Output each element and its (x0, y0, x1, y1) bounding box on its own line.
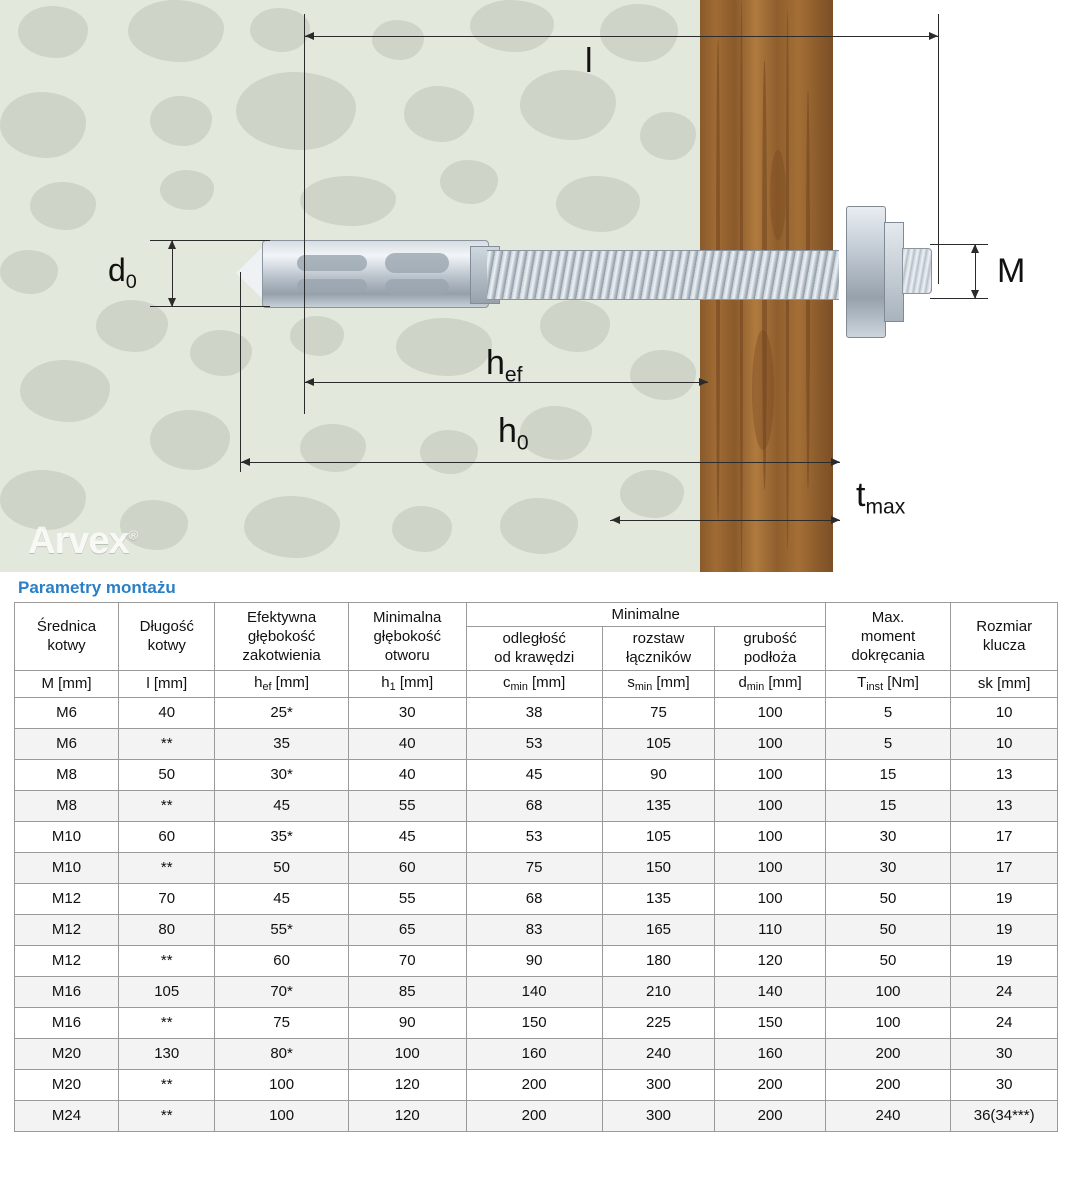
dim-l-arrow-left (305, 32, 314, 40)
unit-edge-distance-base: c (502, 673, 511, 691)
table-cell: 100 (715, 790, 825, 821)
unit-spacing (602, 670, 715, 697)
label-drill-diameter-base: d (108, 252, 126, 288)
table-cell: 68 (466, 790, 602, 821)
unit-spacing-rest: [mm] (652, 673, 690, 691)
th-min-hole-depth-line3: otworu (384, 646, 430, 664)
aggregate-stone (420, 430, 478, 474)
table-cell: 19 (951, 883, 1058, 914)
table-cell: 100 (715, 821, 825, 852)
table-cell: M10 (15, 852, 119, 883)
dim-M-arrow-up (971, 244, 979, 253)
table-row (15, 1100, 1058, 1131)
th-effective-depth-line3: zakotwienia (242, 646, 321, 664)
table-cell: 30 (951, 1069, 1058, 1100)
dim-d0-arrow-up (168, 240, 176, 249)
th-max-torque-line2: moment (860, 627, 916, 645)
th-edge-distance (466, 627, 602, 670)
dim-M-bottom-extension (930, 298, 988, 299)
aggregate-stone (250, 8, 310, 52)
table-cell: 30 (951, 1038, 1058, 1069)
unit-effective-depth-rest: [mm] (271, 673, 310, 691)
table-cell: 65 (348, 914, 466, 945)
table-cell: M12 (15, 914, 119, 945)
table-cell: 75 (602, 697, 715, 728)
th-spacing (602, 627, 715, 670)
unit-wrench (951, 670, 1058, 697)
table-cell: 13 (951, 790, 1058, 821)
table-cell: 24 (951, 1007, 1058, 1038)
table-cell: 75 (215, 1007, 348, 1038)
table-row (15, 1007, 1058, 1038)
threaded-shaft (487, 250, 839, 300)
dim-M-arrow-down (971, 290, 979, 299)
table-cell: 38 (466, 697, 602, 728)
table-cell: 10 (951, 697, 1058, 728)
table-cell: 50 (119, 759, 215, 790)
label-hole-depth-base: h (498, 412, 517, 450)
dim-hef-arrow-right (699, 378, 708, 386)
table-cell: 60 (348, 852, 466, 883)
table-cell: 85 (348, 976, 466, 1007)
aggregate-stone (556, 176, 640, 232)
table-cell: 35* (215, 821, 348, 852)
table-cell: 30 (825, 821, 951, 852)
unit-wrench-base: sk (977, 674, 993, 692)
table-row (15, 759, 1058, 790)
dim-h0-line (240, 462, 840, 463)
table-cell: 140 (715, 976, 825, 1007)
label-effective-depth-base: h (486, 344, 505, 382)
label-total-length (585, 42, 593, 81)
aggregate-stone (392, 506, 452, 552)
table-cell: 55 (348, 883, 466, 914)
th-minimal-group: Minimalne (466, 603, 825, 627)
bolt-end (902, 248, 932, 294)
table-cell: 160 (466, 1038, 602, 1069)
hex-nut (846, 206, 886, 338)
th-max-torque-line1: Max. (871, 608, 905, 626)
unit-spacing-base: s (627, 673, 635, 691)
table-cell: M8 (15, 790, 119, 821)
table-cell: 5 (825, 697, 951, 728)
table-cell: 75 (466, 852, 602, 883)
table-cell: 100 (715, 697, 825, 728)
dim-l-arrow-right (929, 32, 938, 40)
aggregate-stone (0, 250, 58, 294)
aggregate-stone (244, 496, 340, 558)
table-cell: 200 (466, 1069, 602, 1100)
table-cell: 135 (602, 883, 715, 914)
table-cell: 45 (466, 759, 602, 790)
unit-torque (825, 670, 951, 697)
th-effective-depth-line2: głębokość (247, 627, 316, 645)
th-max-torque-line3: dokręcania (851, 646, 925, 664)
table-cell: 70 (348, 945, 466, 976)
table-cell: M20 (15, 1069, 119, 1100)
table-cell: 30* (215, 759, 348, 790)
table-cell: 225 (602, 1007, 715, 1038)
th-spacing-line2: łączników (626, 649, 692, 667)
table-cell: 17 (951, 852, 1058, 883)
table-cell: 160 (715, 1038, 825, 1069)
aggregate-stone (520, 406, 592, 460)
table-cell: 300 (602, 1069, 715, 1100)
dim-h0-arrow-left (241, 458, 250, 466)
expansion-sleeve (262, 240, 489, 308)
dim-tmax-arrow-left (611, 516, 620, 524)
th-base-thickness-line2: podłoża (743, 649, 797, 667)
unit-edge-distance (466, 670, 602, 697)
unit-edge-distance-sub: min (510, 680, 528, 693)
table-cell: 130 (119, 1038, 215, 1069)
dim-tmax-arrow-right (831, 516, 840, 524)
unit-torque-sub: inst (866, 680, 884, 693)
label-thread-size (997, 252, 1025, 291)
table-cell: 100 (825, 1007, 951, 1038)
table-row (15, 790, 1058, 821)
table-cell: 55* (215, 914, 348, 945)
aggregate-stone (0, 92, 86, 158)
unit-torque-base: T (857, 673, 867, 691)
table-cell: 90 (348, 1007, 466, 1038)
unit-effective-depth (215, 670, 348, 697)
table-cell: 60 (119, 821, 215, 852)
label-hole-depth (498, 412, 529, 455)
dim-l-line (304, 36, 938, 37)
th-spacing-line1: rozstaw (632, 630, 685, 648)
th-anchor-diameter-line1: Średnica (36, 618, 97, 636)
table-cell: 200 (825, 1038, 951, 1069)
label-drill-diameter-sub: 0 (125, 270, 137, 293)
table-cell: 100 (215, 1069, 348, 1100)
table-cell: 105 (119, 976, 215, 1007)
aggregate-stone (236, 72, 356, 150)
dim-M-top-extension (930, 244, 988, 245)
label-total-length-text: l (585, 42, 593, 80)
table-header-row-1 (15, 603, 1058, 627)
dim-d0-arrow-down (168, 298, 176, 307)
unit-spacing-sub: min (634, 680, 653, 693)
table-cell: 135 (602, 790, 715, 821)
table-row (15, 976, 1058, 1007)
table-cell: 105 (602, 821, 715, 852)
th-anchor-diameter (15, 603, 119, 671)
table-cell: 200 (466, 1100, 602, 1131)
th-anchor-length-line1: Długość (139, 618, 194, 636)
table-cell: ** (119, 945, 215, 976)
table-cell: 50 (825, 945, 951, 976)
aggregate-stone (640, 112, 696, 160)
aggregate-stone (150, 96, 212, 146)
table-cell: 150 (715, 1007, 825, 1038)
aggregate-stone (630, 350, 696, 400)
th-anchor-length (119, 603, 215, 671)
aggregate-stone (190, 330, 252, 376)
th-wrench-size-line2: klucza (982, 637, 1026, 655)
aggregate-stone (150, 410, 230, 470)
dim-h0-arrow-right (831, 458, 840, 466)
table-cell: 83 (466, 914, 602, 945)
table-cell: 120 (348, 1100, 466, 1131)
aggregate-stone (404, 86, 474, 142)
aggregate-stone (300, 424, 366, 472)
unit-anchor-length-base: l (146, 674, 150, 692)
table-cell: 90 (602, 759, 715, 790)
table-cell: 53 (466, 821, 602, 852)
th-effective-depth (215, 603, 348, 671)
aggregate-stone (620, 470, 684, 518)
table-cell: 150 (602, 852, 715, 883)
label-hole-depth-sub: 0 (516, 431, 529, 455)
table-cell: 45 (348, 821, 466, 852)
table-cell: ** (119, 728, 215, 759)
unit-anchor-diameter-base: M (41, 674, 55, 692)
table-head (15, 603, 1058, 698)
th-max-torque (825, 603, 951, 671)
table-cell: 150 (466, 1007, 602, 1038)
unit-base-thickness-rest: [mm] (764, 673, 802, 691)
table-body (15, 697, 1058, 1131)
aggregate-stone (20, 360, 110, 422)
table-cell: 50 (825, 914, 951, 945)
th-min-hole-depth-line2: głębokość (373, 627, 441, 645)
table-cell: 53 (466, 728, 602, 759)
aggregate-stone (396, 318, 492, 376)
table-row (15, 697, 1058, 728)
table-cell: 140 (466, 976, 602, 1007)
unit-wrench-rest: [mm] (992, 674, 1031, 692)
watermark-text: Arvex (28, 520, 129, 562)
table-cell: ** (119, 1007, 215, 1038)
label-drill-diameter (108, 252, 137, 294)
table-cell: 35 (215, 728, 348, 759)
table-cell: 100 (215, 1100, 348, 1131)
table-cell: 120 (715, 945, 825, 976)
table-cell: 15 (825, 790, 951, 821)
th-base-thickness (715, 627, 825, 670)
aggregate-stone (440, 160, 498, 204)
table-cell: 240 (825, 1100, 951, 1131)
table-cell: 15 (825, 759, 951, 790)
table-row (15, 945, 1058, 976)
table-cell: 80 (119, 914, 215, 945)
table-cell: 200 (715, 1069, 825, 1100)
table-cell: 100 (348, 1038, 466, 1069)
unit-anchor-diameter-rest: [mm] (54, 674, 92, 692)
table-cell: 200 (715, 1100, 825, 1131)
table-cell: 30 (348, 697, 466, 728)
table-cell: M8 (15, 759, 119, 790)
dim-l-extension-left (304, 14, 305, 414)
aggregate-stone (500, 498, 578, 554)
th-wrench-size-line1: Rozmiar (976, 618, 1033, 636)
table-cell: 24 (951, 976, 1058, 1007)
table-cell: 300 (602, 1100, 715, 1131)
dim-d0-line (172, 240, 173, 306)
th-min-hole-depth-line1: Minimalna (373, 608, 442, 626)
th-base-thickness-line1: grubość (743, 630, 797, 648)
label-effective-depth (486, 344, 523, 387)
table-cell: 180 (602, 945, 715, 976)
table-cell: 40 (348, 728, 466, 759)
table-cell: 240 (602, 1038, 715, 1069)
table-cell: 30 (825, 852, 951, 883)
aggregate-stone (18, 6, 88, 58)
aggregate-stone (300, 176, 396, 226)
table-cell: M6 (15, 697, 119, 728)
watermark-mark: ® (128, 527, 138, 543)
label-max-thickness-base: t (856, 476, 866, 514)
label-max-thickness (856, 476, 905, 519)
table-cell: 70* (215, 976, 348, 1007)
th-edge-distance-line1: odległość (502, 630, 566, 648)
table-row (15, 821, 1058, 852)
table-cell: M16 (15, 1007, 119, 1038)
aggregate-stone (470, 0, 554, 52)
table-cell: 100 (825, 976, 951, 1007)
aggregate-stone (540, 300, 610, 352)
table-cell: 60 (215, 945, 348, 976)
table-cell: 10 (951, 728, 1058, 759)
table-cell: 80* (215, 1038, 348, 1069)
table-title: Parametry montażu (18, 578, 176, 597)
unit-hole-depth (348, 670, 466, 697)
table-row (15, 728, 1058, 759)
dim-hef-arrow-left (305, 378, 314, 386)
table-row (15, 1038, 1058, 1069)
table-cell: M12 (15, 883, 119, 914)
table-cell: 36(34***) (951, 1100, 1058, 1131)
washer (884, 222, 904, 322)
label-thread-size-text: M (997, 252, 1026, 290)
dim-tmax-line (610, 520, 840, 521)
aggregate-stone (600, 4, 678, 62)
unit-hole-depth-rest: [mm] (395, 673, 434, 691)
table-cell: 19 (951, 945, 1058, 976)
th-edge-distance-line2: od krawędzi (494, 649, 575, 667)
anchor-installation-diagram (0, 0, 1073, 572)
table-cell: 40 (348, 759, 466, 790)
th-effective-depth-line1: Efektywna (246, 608, 317, 626)
aggregate-stone (128, 0, 224, 62)
aggregate-stone (520, 70, 616, 140)
table-cell: 40 (119, 697, 215, 728)
dim-h0-extension (240, 272, 241, 472)
table-cell: 13 (951, 759, 1058, 790)
th-anchor-diameter-line2: kotwy (47, 637, 86, 655)
unit-effective-depth-base: h (254, 673, 263, 691)
table-cell: M20 (15, 1038, 119, 1069)
installation-parameters-table (14, 602, 1058, 1132)
table-cell: ** (119, 1069, 215, 1100)
table-cell: 165 (602, 914, 715, 945)
aggregate-stone (290, 316, 344, 356)
unit-base-thickness-base: d (738, 673, 747, 691)
table-row (15, 852, 1058, 883)
table-cell: 17 (951, 821, 1058, 852)
table-cell: 50 (215, 852, 348, 883)
unit-anchor-length-rest: [mm] (149, 674, 188, 692)
table-cell: 100 (715, 728, 825, 759)
unit-hole-depth-sub: 1 (389, 680, 396, 693)
table-cell: 5 (825, 728, 951, 759)
table-cell: 19 (951, 914, 1058, 945)
table-cell: ** (119, 852, 215, 883)
table-cell: M6 (15, 728, 119, 759)
table-cell: 25* (215, 697, 348, 728)
unit-effective-depth-sub: ef (262, 680, 272, 693)
unit-base-thickness (715, 670, 825, 697)
table-cell: 45 (215, 790, 348, 821)
unit-hole-depth-base: h (381, 673, 390, 691)
table-cell: 210 (602, 976, 715, 1007)
table-cell: 55 (348, 790, 466, 821)
th-wrench-size (951, 603, 1058, 671)
table-row (15, 883, 1058, 914)
table-units-row (15, 670, 1058, 697)
aggregate-stone (160, 170, 214, 210)
table-cell: 110 (715, 914, 825, 945)
table-row (15, 1069, 1058, 1100)
table-cell: M12 (15, 945, 119, 976)
unit-edge-distance-rest: [mm] (527, 673, 566, 691)
table-cell: 100 (715, 852, 825, 883)
table-row (15, 914, 1058, 945)
table-cell: M24 (15, 1100, 119, 1131)
table-cell: ** (119, 1100, 215, 1131)
label-effective-depth-sub: ef (504, 363, 523, 387)
table-cell: 90 (466, 945, 602, 976)
table-cell: M16 (15, 976, 119, 1007)
label-max-thickness-sub: max (865, 495, 906, 519)
table-cell: 200 (825, 1069, 951, 1100)
table-cell: 68 (466, 883, 602, 914)
table-cell: ** (119, 790, 215, 821)
aggregate-stone (96, 300, 168, 352)
table-cell: 70 (119, 883, 215, 914)
table-cell: 50 (825, 883, 951, 914)
aggregate-stone (372, 20, 424, 60)
unit-anchor-diameter (15, 670, 119, 697)
table-cell: 100 (715, 883, 825, 914)
table-cell: M10 (15, 821, 119, 852)
aggregate-stone (30, 182, 96, 230)
table-cell: 45 (215, 883, 348, 914)
th-min-hole-depth (348, 603, 466, 671)
table-cell: 120 (348, 1069, 466, 1100)
unit-anchor-length (119, 670, 215, 697)
th-anchor-length-line2: kotwy (147, 637, 186, 655)
watermark-logo (28, 520, 137, 563)
table-cell: 105 (602, 728, 715, 759)
unit-torque-rest: [Nm] (883, 673, 919, 691)
unit-base-thickness-sub: min (746, 680, 765, 693)
table-cell: 100 (715, 759, 825, 790)
